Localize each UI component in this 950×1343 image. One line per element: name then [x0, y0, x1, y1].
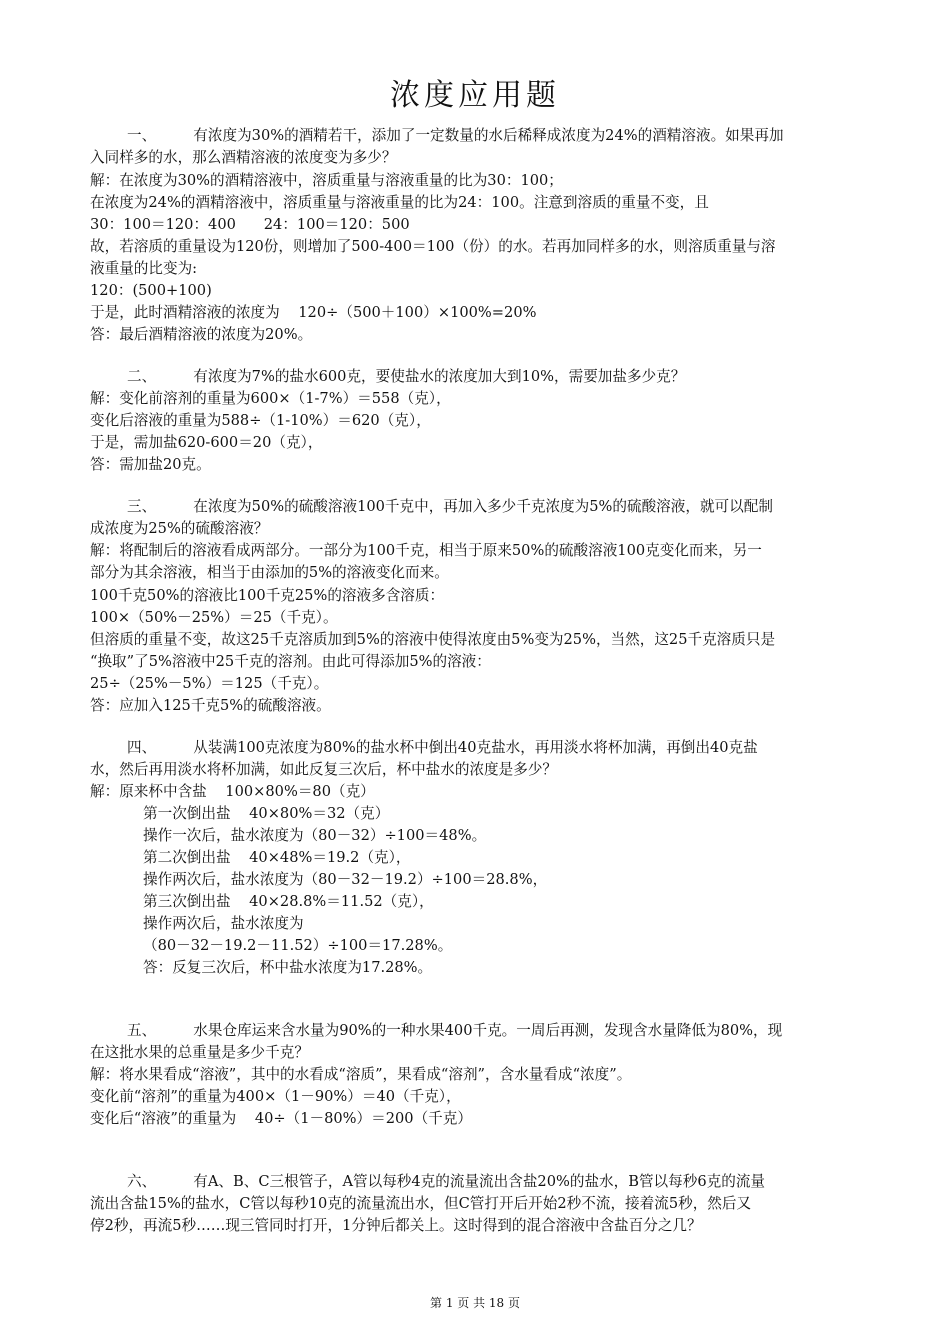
text-line: 25÷（25%－5%）＝125（千克）。	[90, 675, 329, 692]
text-line: 停2秒，再流5秒……现三管同时打开，1分钟后都关上。这时得到的混合溶液中含盐百分之几？	[90, 1217, 702, 1234]
text-line: 解：将配制后的溶液看成两部分。一部分为100千克，相当于原来50%的硫酸溶液100克变化而来，另一	[90, 542, 762, 559]
text-line: 成浓度为25%的硫酸溶液？	[90, 520, 269, 537]
text-line: 三、 在浓度为50%的硫酸溶液100千克中，再加入多少千克浓度为5%的硫酸溶液，就可以配制	[127, 498, 773, 515]
page-footer: 第 1 页 共 18 页	[430, 1296, 520, 1310]
text-line: 第一次倒出盐 40×80%＝32（克）	[143, 805, 390, 822]
text-line: 在这批水果的总重量是多少千克？	[90, 1044, 309, 1061]
page-title: 浓度应用题	[390, 78, 560, 113]
text-line: （80－32－19.2－11.52）÷100＝17.28%。	[143, 937, 453, 954]
text-line: 解：在浓度为30%的酒精溶液中，溶质重量与溶液重量的比为30：100；	[90, 172, 563, 189]
text-line: 但溶质的重量不变，故这25千克溶质加到5%的溶液中使得浓度由5%变为25%，当然，这25千克溶质只是	[90, 631, 776, 648]
text-line: 30：100＝120：400 24：100＝120：500	[90, 216, 410, 233]
text-line: 第二次倒出盐 40×48%＝19.2（克），	[143, 849, 411, 866]
text-line: 流出含盐15%的盐水，C管以每秒10克的流量流出水，但C管打开后开始2秒不流，接着流5秒，然后又	[90, 1195, 752, 1212]
text-line: 在浓度为24%的酒精溶液中，溶质重量与溶液重量的比为24：100。注意到溶质的重量不变，且	[90, 194, 709, 211]
text-line: 水，然后再用淡水将杯加满，如此反复三次后，杯中盐水的浓度是多少？	[90, 761, 558, 778]
text-line: 解：变化前溶剂的重量为600×（1-7%）＝558（克），	[90, 390, 451, 407]
text-line: 六、 有A、B、C三根管子，A管以每秒4克的流量流出含盐20%的盐水，B管以每秒6克的流量	[127, 1173, 766, 1190]
text-line: 操作两次后，盐水浓度为（80－32－19.2）÷100＝28.8%，	[143, 871, 548, 888]
text-line: 100×（50%－25%）＝25（千克）。	[90, 609, 338, 626]
text-line: 解：原来杯中含盐 100×80%＝80（克）	[90, 783, 375, 800]
text-line: 答：应加入125千克5%的硫酸溶液。	[90, 697, 331, 714]
text-line: 二、 有浓度为7%的盐水600克，要使盐水的浓度加大到10%，需要加盐多少克？	[127, 368, 686, 385]
text-line: 变化后溶液的重量为588÷（1-10%）＝620（克），	[90, 412, 431, 429]
text-line: 一、 有浓度为30%的酒精若干，添加了一定数量的水后稀释成浓度为24%的酒精溶液。如果再加	[127, 127, 784, 144]
text-line: 四、 从装满100克浓度为80%的盐水杯中倒出40克盐水，再用淡水将杯加满，再倒出40克盐	[127, 739, 758, 756]
text-line: 五、 水果仓库运来含水量为90%的一种水果400千克。一周后再测，发现含水量降低为80%，现	[127, 1022, 783, 1039]
text-line: 操作一次后，盐水浓度为（80－32）÷100＝48%。	[143, 827, 487, 844]
text-line: 入同样多的水，那么酒精溶液的浓度变为多少？	[90, 149, 397, 166]
text-line: 于是，需加盐620-600＝20（克），	[90, 434, 323, 451]
text-line: “换取”了5%溶液中25千克的溶剂。由此可得添加5%的溶液：	[90, 653, 491, 670]
text-line: 部分为其余溶液，相当于由添加的5%的溶液变化而来。	[90, 564, 449, 581]
text-line: 第三次倒出盐 40×28.8%＝11.52（克），	[143, 893, 434, 910]
text-line: 答：需加盐20克。	[90, 456, 211, 473]
text-line: 操作两次后，盐水浓度为	[143, 915, 304, 932]
text-line: 变化前“溶剂”的重量为400×（1－90%）＝40（千克），	[90, 1088, 461, 1105]
text-line: 液重量的比变为:	[90, 260, 198, 277]
text-line: 解：将水果看成“溶液”，其中的水看成“溶质”，果看成“溶剂”，含水量看成“浓度”。	[90, 1066, 632, 1083]
text-line: 故，若溶质的重量设为120份，则增加了500-400＝100（份）的水。若再加同样多的水，则溶质重量与溶	[90, 238, 776, 255]
text-line: 答：反复三次后，杯中盐水浓度为17.28%。	[143, 959, 433, 976]
text-line: 100千克50%的溶液比100千克25%的溶液多含溶质：	[90, 587, 445, 604]
text-line: 答：最后酒精溶液的浓度为20%。	[90, 326, 313, 343]
text-line: 于是，此时酒精溶液的浓度为 120÷（500＋100）×100%=20%	[90, 304, 537, 321]
text-line: 变化后“溶液”的重量为 40÷（1－80%）＝200（千克）	[90, 1110, 472, 1127]
text-line: 120：(500+100)	[90, 282, 212, 299]
